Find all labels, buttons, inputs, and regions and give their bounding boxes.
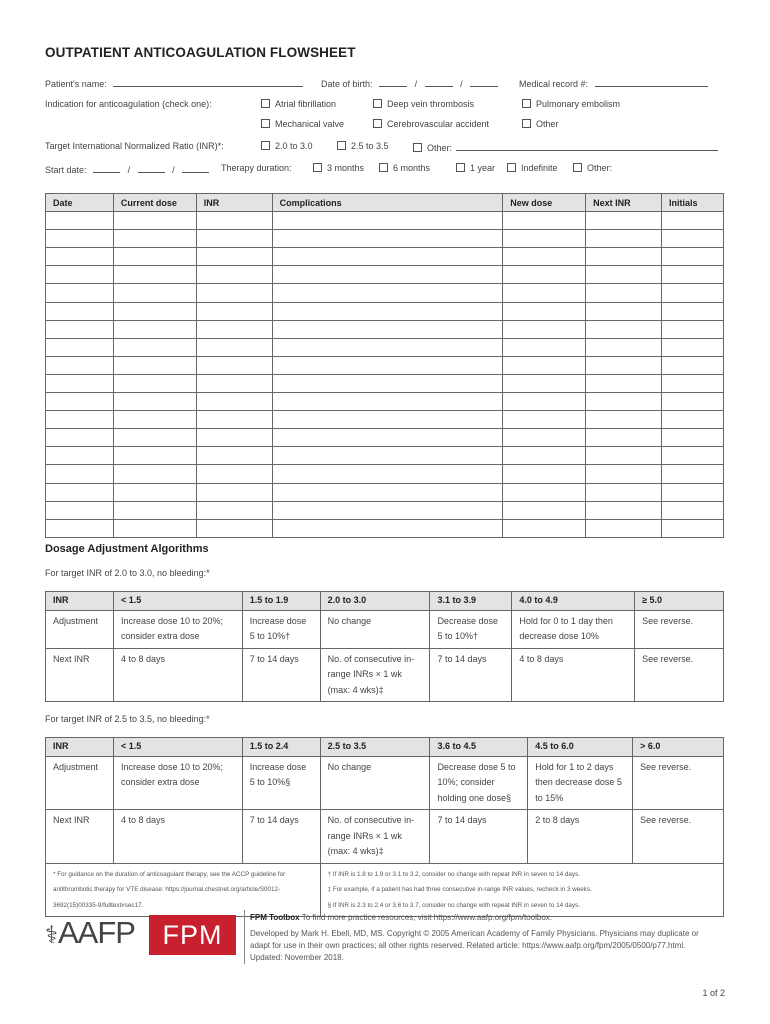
flowsheet-header-row bbox=[46, 194, 724, 212]
flowsheet-cell[interactable] bbox=[586, 320, 662, 338]
flowsheet-cell[interactable] bbox=[196, 483, 272, 501]
table-cell: See reverse. bbox=[633, 810, 724, 864]
flowsheet-cell[interactable] bbox=[196, 302, 272, 320]
dob-month-field[interactable] bbox=[379, 77, 407, 87]
flowsheet-row bbox=[46, 356, 724, 374]
flowsheet-row bbox=[46, 284, 724, 302]
flowsheet-cell[interactable] bbox=[503, 429, 586, 447]
flowsheet-cell[interactable] bbox=[662, 338, 724, 356]
table-header-cell: INR bbox=[46, 738, 114, 757]
flowsheet-cell[interactable] bbox=[503, 356, 586, 374]
flowsheet-cell[interactable] bbox=[46, 284, 114, 302]
flowsheet-cell[interactable] bbox=[662, 248, 724, 266]
footnote-section: § If INR is 2.3 to 2.4 or 3.6 to 3.7, consider no change with repeat INR in seven to 14 days. bbox=[327, 901, 580, 909]
flowsheet-cell[interactable] bbox=[503, 320, 586, 338]
table-cell: 4 to 8 days bbox=[113, 810, 242, 864]
patient-name-row bbox=[45, 77, 303, 89]
flowsheet-row bbox=[46, 338, 724, 356]
flowsheet-cell[interactable] bbox=[272, 248, 503, 266]
footnote-left: * For guidance on the duration of anticoagulant therapy, see the ACCP guideline for antithrombotic therapy for VTE disease: https://journal.chestnet.org/article/S0012-3692(15)00335-9/fulltext#sec17. bbox=[46, 863, 321, 917]
flowsheet-row bbox=[46, 447, 724, 465]
flowsheet-cell[interactable] bbox=[196, 519, 272, 537]
flowsheet-cell[interactable] bbox=[272, 501, 503, 519]
flowsheet-row bbox=[46, 483, 724, 501]
flowsheet-cell[interactable] bbox=[272, 320, 503, 338]
toolbox-label: FPM Toolbox bbox=[250, 913, 300, 922]
flowsheet-row bbox=[46, 212, 724, 230]
flowsheet-cell[interactable] bbox=[503, 447, 586, 465]
table-cell: No. of consecutive in-range INRs × 1 wk (max: 4 wks)‡ bbox=[320, 648, 430, 702]
flowsheet-cell[interactable] bbox=[586, 248, 662, 266]
credit-text: Developed by Mark H. Ebell, MD, MS. Copyright © 2005 American Academy of Family Physicians. Physicians may duplicate or adapt for use in their own practices; all other rights reserved. Related article: https://www.aafp.org/fpm/2005/0500/p77.html. Updated: November 2018. bbox=[250, 929, 699, 962]
table-row bbox=[46, 810, 724, 864]
flowsheet-cell[interactable] bbox=[196, 374, 272, 392]
table-header-row bbox=[46, 592, 724, 611]
table-cell: Hold for 1 to 2 days then decrease dose 5 to 15% bbox=[528, 756, 633, 810]
indication-option[interactable]: Cerebrovascular accident bbox=[373, 119, 489, 129]
flowsheet-row bbox=[46, 302, 724, 320]
duration-option[interactable]: 6 months bbox=[379, 163, 430, 173]
flowsheet-cell[interactable] bbox=[196, 465, 272, 483]
flowsheet-cell[interactable] bbox=[586, 302, 662, 320]
table1-caption: For target INR of 2.0 to 3.0, no bleeding:* bbox=[45, 568, 210, 578]
flowsheet-cell[interactable] bbox=[272, 338, 503, 356]
flowsheet-cell[interactable] bbox=[503, 338, 586, 356]
checkbox[interactable] bbox=[522, 99, 531, 108]
checkbox[interactable] bbox=[373, 99, 382, 108]
flowsheet-cell[interactable] bbox=[503, 411, 586, 429]
start-slash: / bbox=[172, 165, 175, 175]
col-initials: Initials bbox=[662, 194, 724, 212]
flowsheet-cell[interactable] bbox=[46, 519, 114, 537]
flowsheet-cell[interactable] bbox=[662, 320, 724, 338]
flowsheet-cell[interactable] bbox=[586, 212, 662, 230]
target-other-field[interactable] bbox=[456, 141, 718, 151]
flowsheet-cell[interactable] bbox=[586, 465, 662, 483]
table-cell: Next INR bbox=[46, 648, 114, 702]
flowsheet-cell[interactable] bbox=[113, 501, 196, 519]
flowsheet-cell[interactable] bbox=[272, 356, 503, 374]
indication-option[interactable]: Pulmonary embolism bbox=[522, 99, 620, 109]
table-header-cell: < 1.5 bbox=[113, 592, 242, 611]
flowsheet-cell[interactable] bbox=[46, 374, 114, 392]
flowsheet-cell[interactable] bbox=[272, 429, 503, 447]
table-cell: 4 to 8 days bbox=[113, 648, 242, 702]
flowsheet-cell[interactable] bbox=[586, 501, 662, 519]
table-cell: Adjustment bbox=[46, 756, 114, 810]
indication-option[interactable]: Deep vein thrombosis bbox=[373, 99, 474, 109]
checkbox[interactable] bbox=[456, 163, 465, 172]
duration-option[interactable]: 3 months bbox=[313, 163, 364, 173]
fpm-logo: FPM bbox=[149, 915, 236, 955]
start-year-field[interactable] bbox=[182, 163, 209, 173]
table2-caption: For target INR of 2.5 to 3.5, no bleeding:* bbox=[45, 714, 210, 724]
flowsheet-cell[interactable] bbox=[196, 411, 272, 429]
table-header-row bbox=[46, 738, 724, 757]
caduceus-icon: ⚕ bbox=[45, 922, 57, 949]
target-inr-label: Target International Normalized Ratio (INR)*: bbox=[45, 141, 224, 151]
flowsheet-cell[interactable] bbox=[272, 465, 503, 483]
flowsheet-cell[interactable] bbox=[46, 338, 114, 356]
target-option[interactable]: 2.5 to 3.5 bbox=[337, 141, 389, 151]
flowsheet-row bbox=[46, 465, 724, 483]
footnote-row bbox=[46, 863, 724, 917]
flowsheet-cell[interactable] bbox=[662, 266, 724, 284]
flowsheet-row bbox=[46, 519, 724, 537]
flowsheet-row bbox=[46, 393, 724, 411]
flowsheet-cell[interactable] bbox=[662, 519, 724, 537]
table-cell: 7 to 14 days bbox=[242, 810, 320, 864]
dob-slash: / bbox=[414, 79, 418, 89]
dob-row bbox=[321, 77, 498, 89]
checkbox[interactable] bbox=[413, 143, 422, 152]
table-cell: Hold for 0 to 1 day then decrease dose 10% bbox=[512, 610, 635, 648]
duration-option[interactable]: Indefinite bbox=[507, 163, 558, 173]
flowsheet-cell[interactable] bbox=[586, 411, 662, 429]
checkbox[interactable] bbox=[573, 163, 582, 172]
target-option-other[interactable]: Other: bbox=[413, 141, 718, 153]
flowsheet-cell[interactable] bbox=[113, 483, 196, 501]
flowsheet-cell[interactable] bbox=[272, 519, 503, 537]
flowsheet-cell[interactable] bbox=[272, 284, 503, 302]
flowsheet-cell[interactable] bbox=[46, 230, 114, 248]
flowsheet-cell[interactable] bbox=[662, 393, 724, 411]
flowsheet-cell[interactable] bbox=[503, 519, 586, 537]
table-cell: 7 to 14 days bbox=[242, 648, 320, 702]
flowsheet-cell[interactable] bbox=[272, 302, 503, 320]
flowsheet-cell[interactable] bbox=[662, 356, 724, 374]
footer-credit bbox=[250, 912, 720, 964]
flowsheet-cell[interactable] bbox=[586, 393, 662, 411]
flowsheet-cell[interactable] bbox=[272, 212, 503, 230]
flowsheet-cell[interactable] bbox=[503, 302, 586, 320]
table-cell: Increase dose 5 to 10%§ bbox=[242, 756, 320, 810]
flowsheet-row bbox=[46, 429, 724, 447]
flowsheet-cell[interactable] bbox=[46, 393, 114, 411]
flowsheet-cell[interactable] bbox=[113, 393, 196, 411]
duration-option[interactable]: Other: bbox=[573, 163, 612, 173]
table-header-cell: > 6.0 bbox=[633, 738, 724, 757]
flowsheet-cell[interactable] bbox=[272, 393, 503, 411]
checkbox[interactable] bbox=[379, 163, 388, 172]
flowsheet-cell[interactable] bbox=[272, 447, 503, 465]
dob-day-field[interactable] bbox=[425, 77, 453, 87]
flowsheet-cell[interactable] bbox=[272, 374, 503, 392]
flowsheet-cell[interactable] bbox=[503, 248, 586, 266]
table-cell: 7 to 14 days bbox=[430, 648, 512, 702]
table-cell: See reverse. bbox=[633, 756, 724, 810]
flowsheet-cell[interactable] bbox=[272, 411, 503, 429]
col-date: Date bbox=[46, 194, 114, 212]
flowsheet-cell[interactable] bbox=[46, 501, 114, 519]
checkbox[interactable] bbox=[522, 119, 531, 128]
flowsheet-row bbox=[46, 230, 724, 248]
footnote-dagger: † If INR is 1.8 to 1.9 or 3.1 to 3.2, consider no change with repeat INR in seven to 14 days. bbox=[327, 870, 580, 878]
table-header-cell: 1.5 to 2.4 bbox=[242, 738, 320, 757]
flowsheet-cell[interactable] bbox=[503, 284, 586, 302]
flowsheet-cell[interactable] bbox=[113, 302, 196, 320]
flowsheet-cell[interactable] bbox=[586, 429, 662, 447]
checkbox[interactable] bbox=[261, 99, 270, 108]
flowsheet-row bbox=[46, 266, 724, 284]
dob-year-field[interactable] bbox=[470, 77, 498, 87]
dosage-table-1 bbox=[45, 591, 724, 702]
flowsheet-cell[interactable] bbox=[196, 501, 272, 519]
table-cell: Decrease dose 5 to 10%† bbox=[430, 610, 512, 648]
indication-option[interactable]: Atrial fibrillation bbox=[261, 99, 336, 109]
table-header-cell: 3.1 to 3.9 bbox=[430, 592, 512, 611]
flowsheet-cell[interactable] bbox=[586, 266, 662, 284]
table-cell: Increase dose 10 to 20%; consider extra dose bbox=[113, 610, 242, 648]
duration-label: Therapy duration: bbox=[221, 163, 292, 173]
flowsheet-cell[interactable] bbox=[46, 356, 114, 374]
flowsheet-cell[interactable] bbox=[586, 447, 662, 465]
target-option[interactable]: 2.0 to 3.0 bbox=[261, 141, 313, 151]
flowsheet-row bbox=[46, 411, 724, 429]
flowsheet-cell[interactable] bbox=[503, 483, 586, 501]
flowsheet-cell[interactable] bbox=[272, 483, 503, 501]
flowsheet-cell[interactable] bbox=[113, 320, 196, 338]
col-inr: INR bbox=[196, 194, 272, 212]
flowsheet-cell[interactable] bbox=[113, 284, 196, 302]
flowsheet-cell[interactable] bbox=[113, 519, 196, 537]
flowsheet-cell[interactable] bbox=[196, 393, 272, 411]
flowsheet-cell[interactable] bbox=[113, 212, 196, 230]
table-header-cell: < 1.5 bbox=[113, 738, 242, 757]
aafp-logo bbox=[45, 915, 135, 951]
table-header-cell: ≥ 5.0 bbox=[635, 592, 724, 611]
table-header-cell: INR bbox=[46, 592, 114, 611]
table-header-cell: 2.0 to 3.0 bbox=[320, 592, 430, 611]
table-cell: Next INR bbox=[46, 810, 114, 864]
table-cell: See reverse. bbox=[635, 648, 724, 702]
flowsheet-cell[interactable] bbox=[662, 483, 724, 501]
flowsheet-cell[interactable] bbox=[586, 230, 662, 248]
aafp-logo-text: AAFP bbox=[57, 915, 135, 950]
table-cell: Increase dose 10 to 20%; consider extra dose bbox=[113, 756, 242, 810]
flowsheet-cell[interactable] bbox=[46, 429, 114, 447]
table-cell: No change bbox=[320, 756, 430, 810]
start-date-row bbox=[45, 163, 209, 175]
flowsheet-cell[interactable] bbox=[196, 447, 272, 465]
footnote-double-dagger: ‡ For example, if a patient has had three consecutive in-range INR values, recheck in 3 weeks. bbox=[327, 886, 592, 893]
mrn-row bbox=[519, 77, 708, 89]
page-number: 1 of 2 bbox=[702, 988, 725, 998]
page-title: OUTPATIENT ANTICOAGULATION FLOWSHEET bbox=[45, 45, 356, 60]
table-cell: 4 to 8 days bbox=[512, 648, 635, 702]
flowsheet-cell[interactable] bbox=[662, 465, 724, 483]
flowsheet-cell[interactable] bbox=[196, 429, 272, 447]
flowsheet-cell[interactable] bbox=[46, 248, 114, 266]
checkbox[interactable] bbox=[507, 163, 516, 172]
flowsheet-cell[interactable] bbox=[662, 302, 724, 320]
dosage-section-title: Dosage Adjustment Algorithms bbox=[45, 543, 209, 555]
start-month-field[interactable] bbox=[93, 163, 120, 173]
flowsheet-cell[interactable] bbox=[662, 411, 724, 429]
table-cell: 7 to 14 days bbox=[430, 810, 528, 864]
flowsheet-cell[interactable] bbox=[662, 429, 724, 447]
col-new-dose: New dose bbox=[503, 194, 586, 212]
start-slash: / bbox=[127, 165, 131, 175]
flowsheet-cell[interactable] bbox=[503, 230, 586, 248]
indication-label: Indication for anticoagulation (check one): bbox=[45, 99, 212, 109]
flowsheet-cell[interactable] bbox=[196, 266, 272, 284]
patient-name-label: Patient's name: bbox=[45, 79, 107, 89]
flowsheet-cell[interactable] bbox=[586, 483, 662, 501]
flowsheet-cell[interactable] bbox=[662, 501, 724, 519]
start-day-field[interactable] bbox=[138, 163, 165, 173]
indication-option[interactable]: Other bbox=[522, 119, 559, 129]
flowsheet-cell[interactable] bbox=[46, 320, 114, 338]
flowsheet-cell[interactable] bbox=[196, 338, 272, 356]
flowsheet-cell[interactable] bbox=[113, 447, 196, 465]
footer-divider bbox=[244, 910, 245, 964]
flowsheet-cell[interactable] bbox=[113, 356, 196, 374]
checkbox[interactable] bbox=[337, 141, 346, 150]
flowsheet-cell[interactable] bbox=[196, 356, 272, 374]
table-header-cell: 1.5 to 1.9 bbox=[242, 592, 320, 611]
flowsheet-cell[interactable] bbox=[196, 248, 272, 266]
flowsheet-cell[interactable] bbox=[113, 429, 196, 447]
flowsheet-cell[interactable] bbox=[503, 465, 586, 483]
flowsheet-cell[interactable] bbox=[46, 483, 114, 501]
flowsheet-cell[interactable] bbox=[113, 411, 196, 429]
flowsheet-row bbox=[46, 320, 724, 338]
flowsheet-cell[interactable] bbox=[586, 374, 662, 392]
flowsheet-cell[interactable] bbox=[113, 230, 196, 248]
flowsheet-cell[interactable] bbox=[113, 338, 196, 356]
flowsheet-row bbox=[46, 501, 724, 519]
duration-option[interactable]: 1 year bbox=[456, 163, 495, 173]
dob-label: Date of birth: bbox=[321, 79, 373, 89]
flowsheet-cell[interactable] bbox=[46, 302, 114, 320]
table-header-cell: 2.5 to 3.5 bbox=[320, 738, 430, 757]
flowsheet-cell[interactable] bbox=[113, 374, 196, 392]
col-complications: Complications bbox=[272, 194, 503, 212]
flowsheet-row bbox=[46, 374, 724, 392]
flowsheet-cell[interactable] bbox=[586, 356, 662, 374]
table-cell: Decrease dose 5 to 10%; consider holding one dose§ bbox=[430, 756, 528, 810]
checkbox[interactable] bbox=[261, 141, 270, 150]
table-header-cell: 4.0 to 4.9 bbox=[512, 592, 635, 611]
flowsheet-cell[interactable] bbox=[272, 230, 503, 248]
flowsheet-cell[interactable] bbox=[113, 266, 196, 284]
flowsheet-cell[interactable] bbox=[503, 374, 586, 392]
table-cell: No. of consecutive in-range INRs × 1 wk (max: 4 wks)‡ bbox=[320, 810, 430, 864]
start-date-label: Start date: bbox=[45, 165, 87, 175]
table-cell: Increase dose 5 to 10%† bbox=[242, 610, 320, 648]
flowsheet-cell[interactable] bbox=[662, 212, 724, 230]
flowsheet-cell[interactable] bbox=[586, 519, 662, 537]
table-cell: No change bbox=[320, 610, 430, 648]
flowsheet-cell[interactable] bbox=[196, 320, 272, 338]
table-row bbox=[46, 610, 724, 648]
flowsheet-cell[interactable] bbox=[46, 266, 114, 284]
table-header-cell: 3.6 to 4.5 bbox=[430, 738, 528, 757]
flowsheet-cell[interactable] bbox=[662, 447, 724, 465]
flowsheet-cell[interactable] bbox=[503, 266, 586, 284]
flowsheet-cell[interactable] bbox=[503, 212, 586, 230]
dob-slash: / bbox=[460, 79, 463, 89]
table-row bbox=[46, 756, 724, 810]
flowsheet-cell[interactable] bbox=[196, 284, 272, 302]
flowsheet-cell[interactable] bbox=[46, 447, 114, 465]
flowsheet-body bbox=[46, 212, 724, 538]
checkbox[interactable] bbox=[313, 163, 322, 172]
table-header-cell: 4.5 to 6.0 bbox=[528, 738, 633, 757]
flowsheet-cell[interactable] bbox=[113, 465, 196, 483]
table-cell: See reverse. bbox=[635, 610, 724, 648]
flowsheet-table bbox=[45, 193, 724, 538]
mrn-label: Medical record #: bbox=[519, 79, 589, 89]
indication-option[interactable]: Mechanical valve bbox=[261, 119, 344, 129]
checkbox[interactable] bbox=[373, 119, 382, 128]
flowsheet-cell[interactable] bbox=[503, 393, 586, 411]
flowsheet-cell[interactable] bbox=[586, 284, 662, 302]
col-current-dose: Current dose bbox=[113, 194, 196, 212]
col-next-inr: Next INR bbox=[586, 194, 662, 212]
checkbox[interactable] bbox=[261, 119, 270, 128]
flowsheet-cell[interactable] bbox=[272, 266, 503, 284]
flowsheet-cell[interactable] bbox=[113, 248, 196, 266]
flowsheet-row bbox=[46, 248, 724, 266]
flowsheet-cell[interactable] bbox=[196, 212, 272, 230]
flowsheet-cell[interactable] bbox=[662, 374, 724, 392]
toolbox-line bbox=[250, 912, 720, 924]
footnote-right bbox=[320, 863, 723, 917]
flowsheet-cell[interactable] bbox=[586, 338, 662, 356]
flowsheet-cell[interactable] bbox=[46, 465, 114, 483]
flowsheet-cell[interactable] bbox=[662, 284, 724, 302]
toolbox-text[interactable]: To find more practice resources, visit https://www.aafp.org/fpm/toolbox. bbox=[301, 913, 553, 922]
flowsheet-cell[interactable] bbox=[46, 411, 114, 429]
flowsheet-cell[interactable] bbox=[662, 230, 724, 248]
mrn-field[interactable] bbox=[595, 77, 708, 87]
flowsheet-cell[interactable] bbox=[503, 501, 586, 519]
dosage-table-2 bbox=[45, 737, 724, 917]
patient-name-field[interactable] bbox=[113, 77, 303, 87]
table-cell: Adjustment bbox=[46, 610, 114, 648]
flowsheet-cell[interactable] bbox=[196, 230, 272, 248]
table-row bbox=[46, 648, 724, 702]
table-cell: 2 to 8 days bbox=[528, 810, 633, 864]
flowsheet-cell[interactable] bbox=[46, 212, 114, 230]
